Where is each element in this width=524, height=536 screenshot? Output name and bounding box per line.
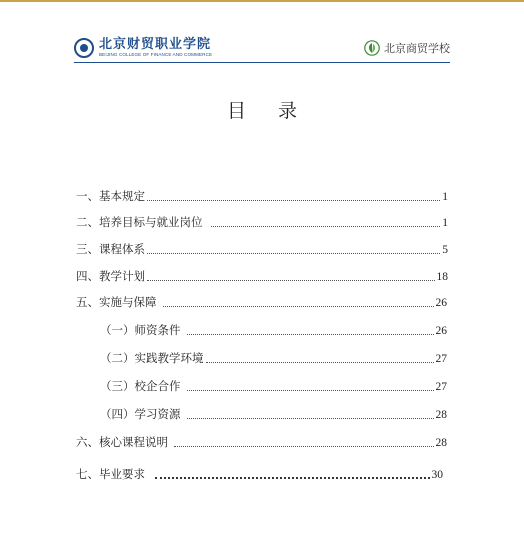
college-logo: [74, 38, 212, 58]
toc-entry[interactable]: [76, 406, 447, 422]
title-char: 录: [278, 100, 298, 122]
leaf-emblem-icon: [364, 40, 380, 56]
top-gold-line: [0, 0, 524, 2]
title-char: 目: [226, 100, 246, 122]
toc-dot-leader: [155, 476, 430, 479]
toc-entry-page: 28: [435, 437, 447, 449]
college-logo-text: [99, 38, 212, 58]
toc-entry-label: （三）校企合作: [100, 379, 181, 393]
school-name: 北京商贸学校: [384, 42, 450, 55]
toc-entry-page: 1: [442, 217, 448, 229]
toc-entry-page: 27: [435, 381, 447, 393]
toc-entry-label: 七、毕业要求: [76, 467, 145, 481]
college-name-cn: 北京财贸职业学院: [99, 37, 212, 52]
toc-dot-leader: [147, 279, 435, 281]
toc-entry-label: （二）实践教学环境: [100, 351, 204, 365]
toc-dot-leader: [187, 333, 434, 335]
college-seal-icon: [74, 38, 94, 58]
toc-dot-leader: [187, 417, 434, 419]
toc-entry-page: 30: [431, 469, 443, 481]
toc-entry-label: 四、教学计划: [76, 269, 145, 283]
toc-entry-page: 26: [435, 297, 447, 309]
toc-dot-leader: [174, 445, 434, 447]
toc-entry[interactable]: [76, 322, 447, 338]
toc-entry-label: 二、培养目标与就业岗位: [76, 215, 203, 229]
toc-entry[interactable]: [76, 214, 448, 230]
toc-entry-page: 1: [442, 191, 448, 203]
page-title: [0, 96, 524, 123]
toc-entry-label: 六、核心课程说明: [76, 435, 168, 449]
toc-entry-page: 28: [435, 409, 447, 421]
toc-entry[interactable]: [76, 294, 447, 310]
college-name-en: BEIJING COLLEGE OF FINANCE AND COMMERCE: [99, 52, 213, 57]
toc-dot-leader: [147, 252, 440, 254]
header-rule: [74, 62, 450, 63]
toc-entry-page: 5: [442, 244, 448, 256]
toc-dot-leader: [211, 225, 441, 227]
toc-entry-label: 一、基本规定: [76, 189, 145, 203]
toc-entry[interactable]: [76, 378, 447, 394]
toc-entry[interactable]: [76, 188, 448, 204]
toc-dot-leader: [163, 305, 434, 307]
toc-dot-leader: [187, 389, 434, 391]
toc-entry-page: 26: [435, 325, 447, 337]
toc-entry-page: 18: [436, 271, 448, 283]
toc-entry-label: 三、课程体系: [76, 242, 145, 256]
toc-entry[interactable]: [76, 350, 447, 366]
page-header: [74, 34, 450, 62]
toc-entry-label: （四）学习资源: [100, 407, 181, 421]
toc-entry[interactable]: [76, 466, 443, 482]
toc-entry[interactable]: [76, 434, 447, 450]
toc-entry[interactable]: [76, 268, 448, 284]
toc-dot-leader: [147, 199, 440, 201]
toc-entry[interactable]: [76, 241, 448, 257]
toc-dot-leader: [206, 361, 434, 363]
school-logo: [364, 40, 450, 56]
toc-entry-page: 27: [435, 353, 447, 365]
toc-entry-label: 五、实施与保障: [76, 295, 157, 309]
toc-entry-label: （一）师资条件: [100, 323, 181, 337]
